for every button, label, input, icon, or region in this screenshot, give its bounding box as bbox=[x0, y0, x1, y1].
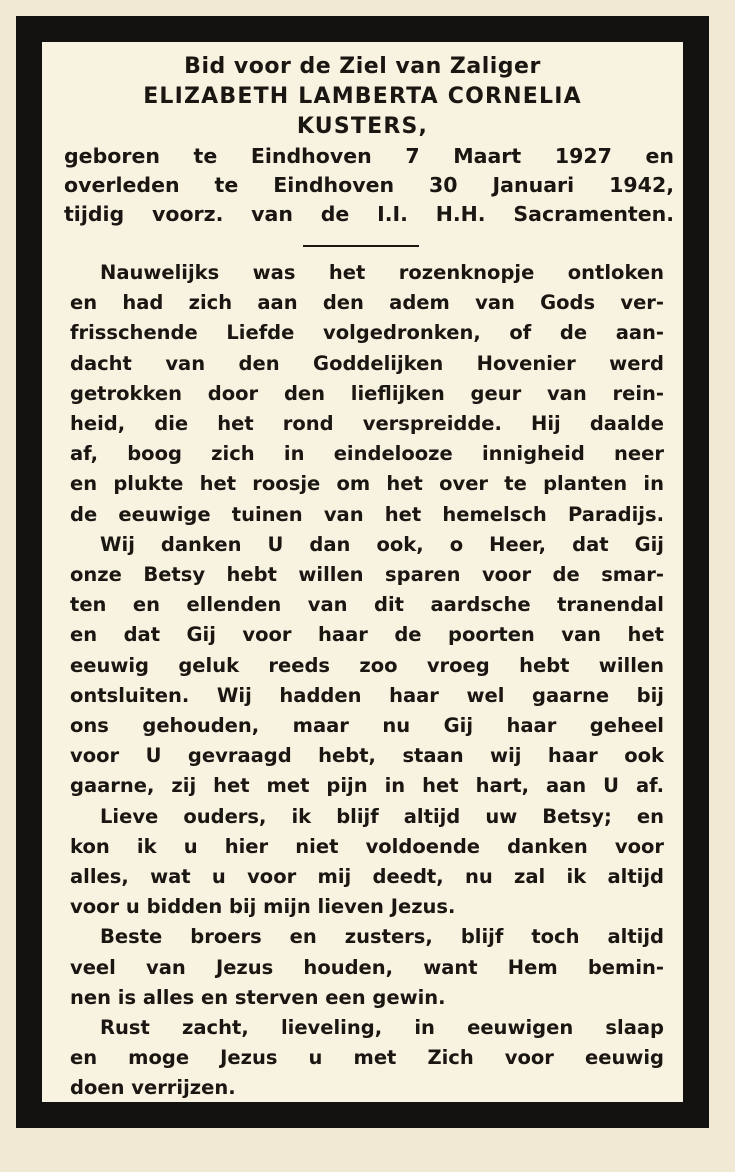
text-line: gaarne, zij het met pijn in het hart, aan U af. bbox=[70, 774, 664, 798]
text-line: de eeuwige tuinen van het hemelsch Paradijs. bbox=[70, 502, 664, 526]
text-line: en plukte het roosje om het over te planten in bbox=[70, 472, 664, 496]
birth-death-dates bbox=[64, 142, 674, 229]
text-line: kon ik u hier niet voldoende danken voor bbox=[70, 834, 664, 858]
text-line: Lieve ouders, ik blijf altijd uw Betsy; en bbox=[100, 804, 664, 828]
text-line: veel van Jezus houden, want Hem bemin- bbox=[70, 955, 664, 979]
death-line: overleden te Eindhoven 30 Januari 1942, bbox=[64, 173, 674, 197]
text-line: nen is alles en sterven een gewin. bbox=[70, 985, 446, 1009]
text-line: Beste broers en zusters, blijf toch altijd bbox=[100, 925, 664, 949]
text-line: alles, wat u voor mij deedt, nu zal ik altijd bbox=[70, 865, 664, 889]
text-line: eeuwig geluk reeds zoo vroeg hebt willen bbox=[70, 653, 664, 677]
text-line: Rust zacht, lieveling, in eeuwigen slaap bbox=[100, 1016, 664, 1040]
prayer-line: Bid voor de Ziel van Zaliger bbox=[184, 54, 541, 79]
text-line: en dat Gij voor haar de poorten van het bbox=[70, 623, 664, 647]
birth-line: geboren te Eindhoven 7 Maart 1927 en bbox=[64, 144, 674, 168]
memorial-text bbox=[70, 258, 664, 1104]
divider-rule bbox=[303, 245, 419, 247]
text-line: doen verrijzen. bbox=[70, 1076, 236, 1100]
text-line: af, boog zich in eindelooze innigheid neer bbox=[70, 442, 664, 466]
text-line: ons gehouden, maar nu Gij haar geheel bbox=[70, 714, 664, 738]
sacraments-line: tijdig voorz. van de I.I. H.H. Sacramenten. bbox=[64, 202, 674, 226]
text-line: voor u bidden bij mijn lieven Jezus. bbox=[70, 895, 456, 919]
text-line: ten en ellenden van dit aardsche tranendal bbox=[70, 593, 664, 617]
text-line: dacht van den Goddelijken Hovenier werd bbox=[70, 351, 664, 375]
text-line: heid, die het rond verspreidde. Hij daalde bbox=[70, 412, 664, 436]
text-line: onze Betsy hebt willen sparen voor de smar- bbox=[70, 563, 664, 587]
text-line: Wij danken U dan ook, o Heer, dat Gij bbox=[100, 532, 664, 556]
text-line: Nauwelijks was het rozenknopje ontloken bbox=[100, 261, 664, 284]
text-line: getrokken door den lieflijken geur van rein- bbox=[70, 381, 664, 405]
text-line: en moge Jezus u met Zich voor eeuwig bbox=[70, 1046, 664, 1070]
deceased-name: ELIZABETH LAMBERTA CORNELIA bbox=[143, 84, 582, 109]
text-line: frisschende Liefde volgedronken, of de aan- bbox=[70, 321, 664, 345]
deceased-surname: KUSTERS, bbox=[296, 114, 429, 139]
card-header bbox=[44, 52, 681, 142]
text-line: ontsluiten. Wij hadden haar wel gaarne bij bbox=[70, 683, 664, 707]
text-line: en had zich aan den adem van Gods ver- bbox=[70, 291, 664, 315]
text-line: voor U gevraagd hebt, staan wij haar ook bbox=[70, 744, 664, 768]
